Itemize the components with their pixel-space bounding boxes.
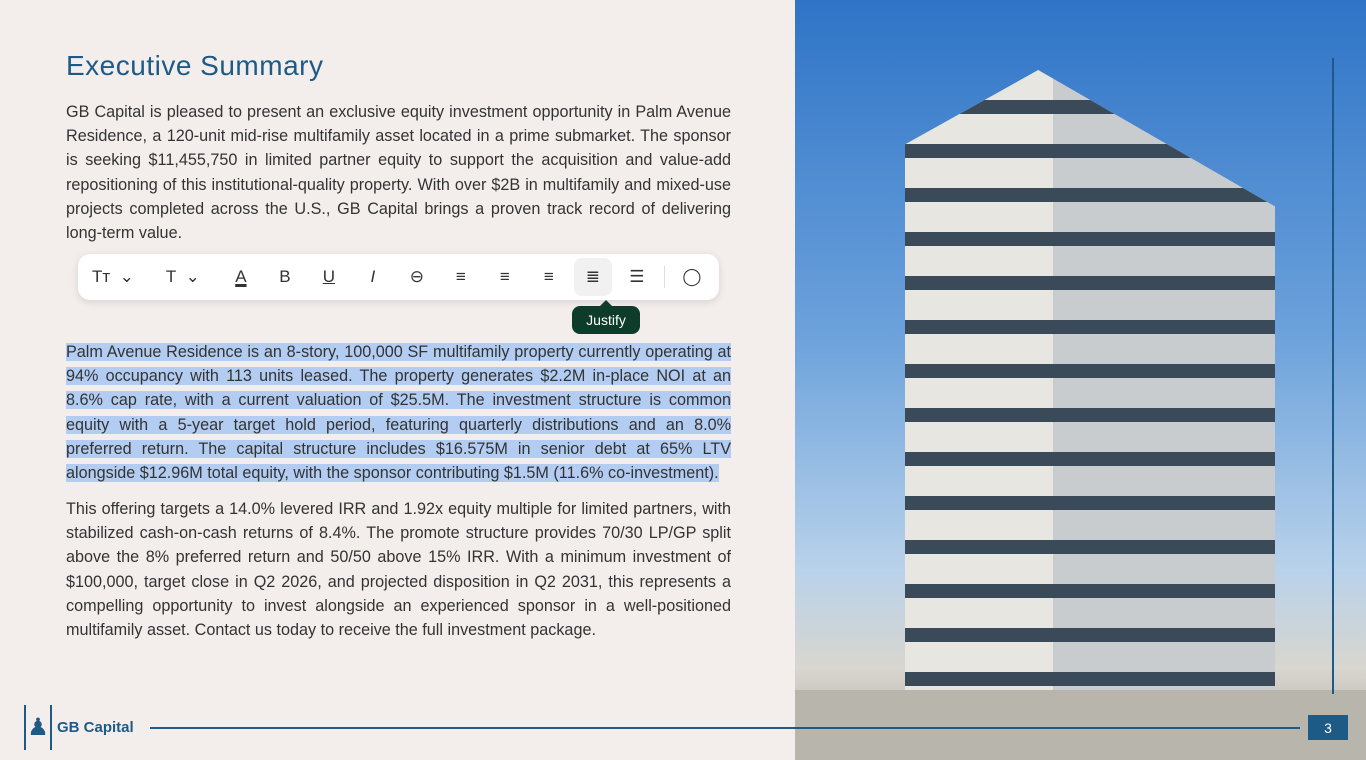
footer-rule bbox=[150, 727, 1300, 729]
underline-icon: U bbox=[322, 267, 336, 286]
page-title: Executive Summary bbox=[66, 50, 324, 81]
format-toolbar bbox=[78, 254, 719, 300]
link-button[interactable] bbox=[398, 258, 436, 296]
paragraph-intro[interactable]: GB Capital is pleased to present an exclusive equity investment opportunity in Palm Avenue Residence, a 120-unit mid-rise multifamily asset located in a prime submarket. The sponsor is seeking $11,455,750 in limited partner equity to support the acquisition and value-add repositioning of this institutional-quality property. With over $2B in multifamily and mixed-use projects completed across the U.S., GB Capital brings a proven track record of delivering long-term value. bbox=[66, 103, 731, 243]
text-color-icon: A bbox=[235, 267, 247, 286]
selected-text[interactable]: Palm Avenue Residence is an 8-story, 100,000 SF multifamily property currently operating at 94% occupancy with 113 units leased. The property generates $2.2M in-place NOI at an 8.6% cap rate, with a current valuation of $25.5M. The investment structure is common equity with a 5-year target hold period, featuring quarterly distributions and an 8.0% preferred return. The capital structure includes $16.575M in senior debt at 65% LTV alongside $12.96M total equity, with the sponsor contributing $1.5M (11.6% co-investment). bbox=[66, 343, 731, 483]
justify-button[interactable] bbox=[574, 258, 612, 296]
justify-icon: ≣ bbox=[585, 267, 600, 286]
align-left-icon: ≡ bbox=[455, 267, 466, 286]
paragraph-returns[interactable]: This offering targets a 14.0% levered IRR and 1.92x equity multiple for limited partners, with stabilized cash-on-cash returns of 8.4%. The promote structure provides 70/30 LP/GP split above the 8% preferred return and 50/50 above 15% IRR. With a minimum investment of $100,000, target close in Q2 2026, and projected disposition in Q2 2031, this represents a compelling opportunity to invest alongside an experienced sponsor in a well-positioned multifamily asset. Contact us today to receive the full investment package. bbox=[66, 500, 731, 640]
font-button[interactable] bbox=[164, 258, 202, 296]
bullet-list-button[interactable] bbox=[618, 258, 656, 296]
toolbar-divider bbox=[664, 266, 665, 288]
chevron-down-icon: ⌄ bbox=[119, 267, 134, 286]
street-image bbox=[795, 690, 1366, 760]
justify-tooltip: Justify bbox=[572, 306, 640, 334]
building-photo bbox=[795, 0, 1366, 760]
align-right-icon: ≡ bbox=[543, 267, 554, 286]
vertical-rule bbox=[1332, 58, 1334, 694]
bold-button[interactable] bbox=[266, 258, 304, 296]
text-color-button[interactable] bbox=[222, 258, 260, 296]
brand-logo bbox=[24, 705, 134, 750]
align-right-button[interactable] bbox=[530, 258, 568, 296]
italic-icon: I bbox=[370, 267, 376, 286]
paragraph-property-selected[interactable] bbox=[66, 340, 731, 485]
page-number: 3 bbox=[1308, 715, 1348, 740]
comment-icon: ◯ bbox=[682, 267, 702, 286]
brand-name: GB Capital bbox=[57, 719, 134, 736]
align-center-icon: ≡ bbox=[499, 267, 510, 286]
building-image bbox=[905, 70, 1275, 690]
italic-button[interactable] bbox=[354, 258, 392, 296]
chevron-down-icon: ⌄ bbox=[185, 267, 200, 286]
bullet-list-icon: ☰ bbox=[629, 267, 645, 286]
align-left-button[interactable] bbox=[442, 258, 480, 296]
text-size-icon: Tт bbox=[92, 267, 111, 286]
comment-button[interactable] bbox=[673, 258, 711, 296]
font-icon: T bbox=[165, 267, 177, 286]
underline-button[interactable] bbox=[310, 258, 348, 296]
mascot-icon: ♟ bbox=[24, 705, 52, 750]
link-icon: ⊖ bbox=[409, 267, 424, 286]
align-center-button[interactable] bbox=[486, 258, 524, 296]
bold-icon: B bbox=[279, 267, 291, 286]
text-size-button[interactable] bbox=[92, 258, 134, 296]
